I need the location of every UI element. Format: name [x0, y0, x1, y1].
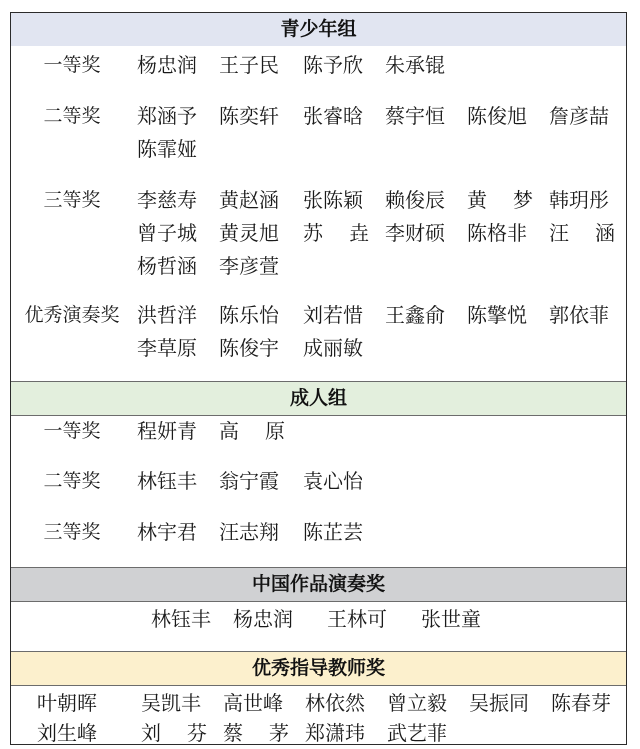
winner-name: 陈乐怡 [219, 303, 279, 327]
award-rank-label: 二等奖 [43, 470, 101, 492]
winner-name: 陈芷芸 [303, 520, 363, 544]
winner-name: 刘生峰 [37, 721, 97, 745]
winner-name: 曾立毅 [387, 691, 447, 715]
winner-name: 苏 垚 [303, 221, 369, 245]
winner-name: 陈俊宇 [219, 336, 279, 360]
awards-table [10, 12, 627, 745]
winner-name: 陈霏娅 [137, 137, 197, 161]
winner-name: 郑潇玮 [305, 721, 365, 745]
winner-name: 陈春芽 [551, 691, 611, 715]
winner-name: 高 原 [219, 419, 285, 443]
award-rank-label: 三等奖 [43, 521, 101, 543]
winner-name: 汪 涵 [549, 221, 615, 245]
winner-name: 蔡宇恒 [385, 104, 445, 128]
winner-name: 杨忠润 [137, 53, 197, 77]
winner-name: 李慈寿 [137, 188, 197, 212]
winner-name: 郑涵予 [137, 104, 197, 128]
winner-name: 林依然 [305, 691, 365, 715]
winner-name: 袁心怡 [303, 469, 363, 493]
winner-name: 黄灵旭 [219, 221, 279, 245]
winner-name: 林钰丰 [137, 469, 197, 493]
winner-name: 陈擎悦 [467, 303, 527, 327]
winner-name: 程妍青 [137, 419, 197, 443]
winner-name: 成丽敏 [303, 336, 363, 360]
winner-name: 郭依菲 [549, 303, 609, 327]
winner-name: 黄赵涵 [219, 188, 279, 212]
winner-name: 蔡 茅 [223, 721, 289, 745]
winner-name: 黄 梦 [467, 188, 533, 212]
chinese-work-section-header: 中国作品演奏奖 [11, 567, 626, 602]
winner-name: 高世峰 [223, 691, 283, 715]
winner-name: 刘若惜 [303, 303, 363, 327]
winner-name: 曾子城 [137, 221, 197, 245]
award-rank-label: 一等奖 [43, 420, 101, 442]
award-rank-label: 一等奖 [43, 54, 101, 76]
winner-name: 王林可 [327, 607, 387, 631]
winner-name: 李草原 [137, 336, 197, 360]
winner-name: 陈俊旭 [467, 104, 527, 128]
winner-name: 张陈颖 [303, 188, 363, 212]
winner-name: 武艺菲 [387, 721, 447, 745]
winner-name: 陈奕轩 [219, 104, 279, 128]
chinese-work-names [11, 603, 626, 633]
teacher-names [11, 687, 626, 747]
winner-name: 赖俊辰 [385, 188, 445, 212]
winner-name: 王子民 [219, 53, 279, 77]
winner-name: 汪志翔 [219, 520, 279, 544]
winner-name: 朱承锟 [385, 53, 445, 77]
winner-name: 张睿晗 [303, 104, 363, 128]
winner-name: 吴凯丰 [141, 691, 201, 715]
award-rank-label: 三等奖 [43, 189, 101, 211]
adult-section-header: 成人组 [11, 381, 626, 416]
youth-section-header: 青少年组 [11, 13, 626, 46]
winner-name: 林钰丰 [151, 607, 211, 631]
winner-name: 叶朝晖 [37, 691, 97, 715]
winner-name: 张世童 [421, 607, 481, 631]
winner-name: 洪哲洋 [137, 303, 197, 327]
award-rank-label: 优秀演奏奖 [24, 304, 120, 326]
winner-name: 林宇君 [137, 520, 197, 544]
winner-name: 李彦萱 [219, 254, 279, 278]
winner-name: 陈格非 [467, 221, 527, 245]
winner-name: 韩玥彤 [549, 188, 609, 212]
winner-name: 翁宁霞 [219, 469, 279, 493]
winner-name: 王鑫俞 [385, 303, 445, 327]
award-rank-label: 二等奖 [43, 105, 101, 127]
winner-name: 李财硕 [385, 221, 445, 245]
teacher-section-header: 优秀指导教师奖 [11, 651, 626, 686]
winner-name: 刘 芬 [141, 721, 207, 745]
winner-name: 杨忠润 [233, 607, 293, 631]
winner-name: 詹彦喆 [549, 104, 609, 128]
winner-name: 陈予欣 [303, 53, 363, 77]
winner-name: 吴振同 [469, 691, 529, 715]
winner-name: 杨哲涵 [137, 254, 197, 278]
